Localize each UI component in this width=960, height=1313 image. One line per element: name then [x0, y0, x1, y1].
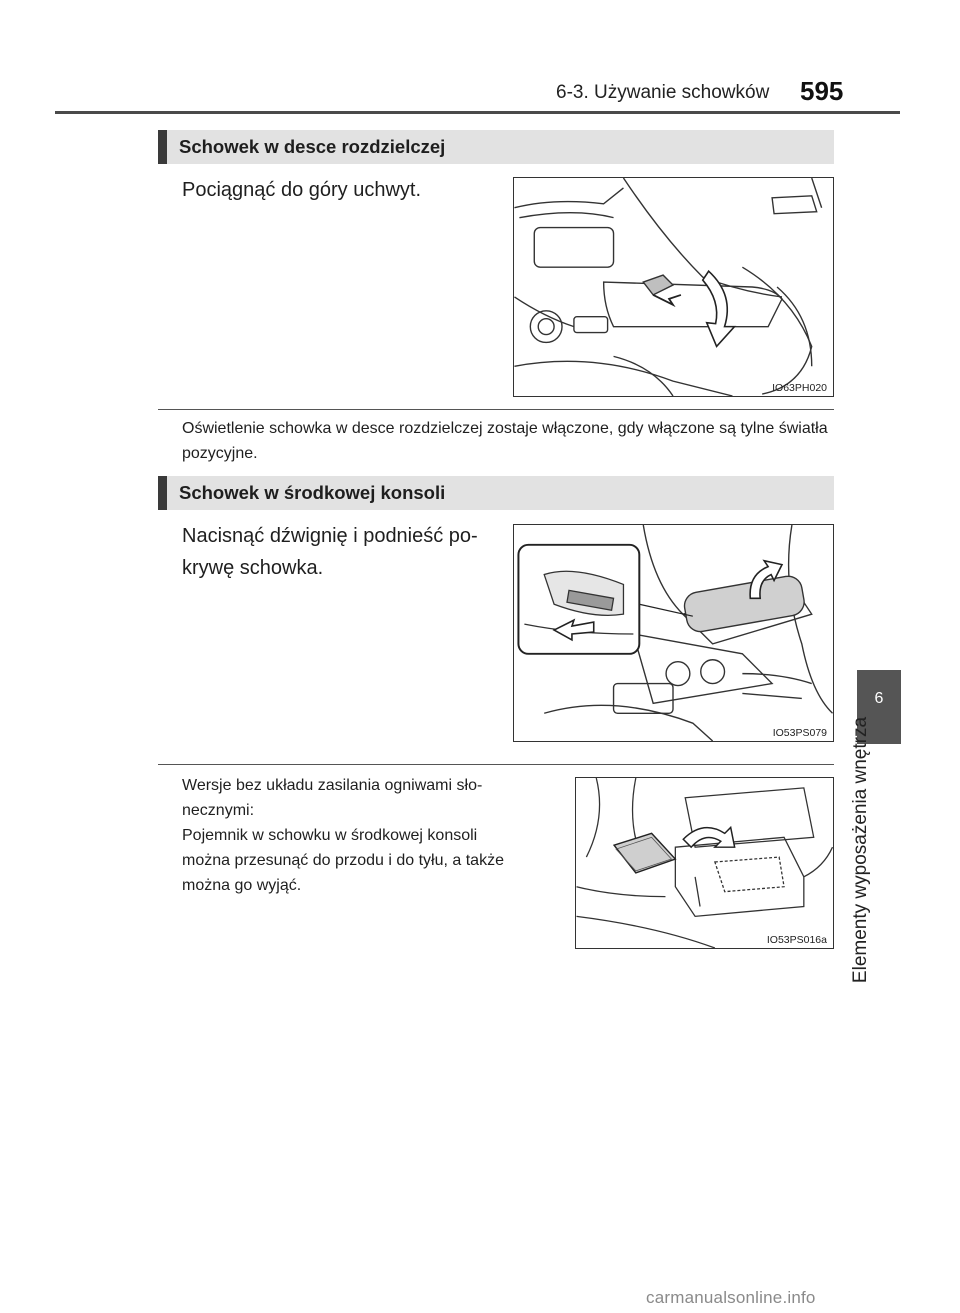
chapter-tab-title: Elementy wyposażenia wnętrza	[850, 716, 871, 984]
console-lid-illustration	[514, 525, 833, 741]
figure-console-lid	[513, 524, 834, 742]
figure-code: IO53PS016a	[766, 934, 827, 946]
section-header-dashboard-box	[158, 130, 834, 164]
tray-note-line5: można go wyjąć.	[182, 877, 302, 894]
chapter-tab-number: 6	[874, 690, 884, 707]
glovebox-illustration	[514, 178, 833, 396]
tray-note-line2: necznymi:	[182, 802, 255, 819]
section-divider	[158, 764, 834, 765]
tray-note-line3: Pojemnik w schowku w środkowej konsoli	[182, 827, 478, 844]
tray-note-line4: można przesunąć do przodu i do tyłu, a także	[182, 852, 504, 869]
figure-console-tray	[575, 777, 834, 949]
watermark: carmanualsonline.info	[646, 1288, 816, 1307]
instruction-text: Pociągnąć do góry uchwyt.	[182, 179, 422, 201]
section-divider	[158, 409, 834, 410]
page-number: 595	[800, 76, 844, 106]
section-header-center-console	[158, 476, 834, 510]
lighting-note: Oświetlenie schowka w desce rozdzielczej zostaje włączone, gdy włączone są tylne światła pozycyjne.	[182, 420, 828, 462]
instruction-text-line1: Nacisnąć dźwignię i podnieść po-	[182, 525, 478, 547]
console-tray-illustration	[576, 778, 833, 948]
chapter-subtitle: 6-3. Używanie schowków	[556, 82, 770, 103]
instruction-text-line2: krywę schowka.	[182, 557, 324, 579]
section-title: Schowek w desce rozdzielczej	[179, 136, 446, 157]
figure-glovebox	[513, 177, 834, 397]
tray-note-line1: Wersje bez układu zasilania ogniwami sło-	[182, 777, 483, 794]
figure-code: IO53PS079	[772, 727, 827, 739]
header-rule	[55, 111, 900, 114]
figure-code: IO63PH020	[772, 382, 827, 394]
section-title: Schowek w środkowej konsoli	[179, 482, 446, 503]
